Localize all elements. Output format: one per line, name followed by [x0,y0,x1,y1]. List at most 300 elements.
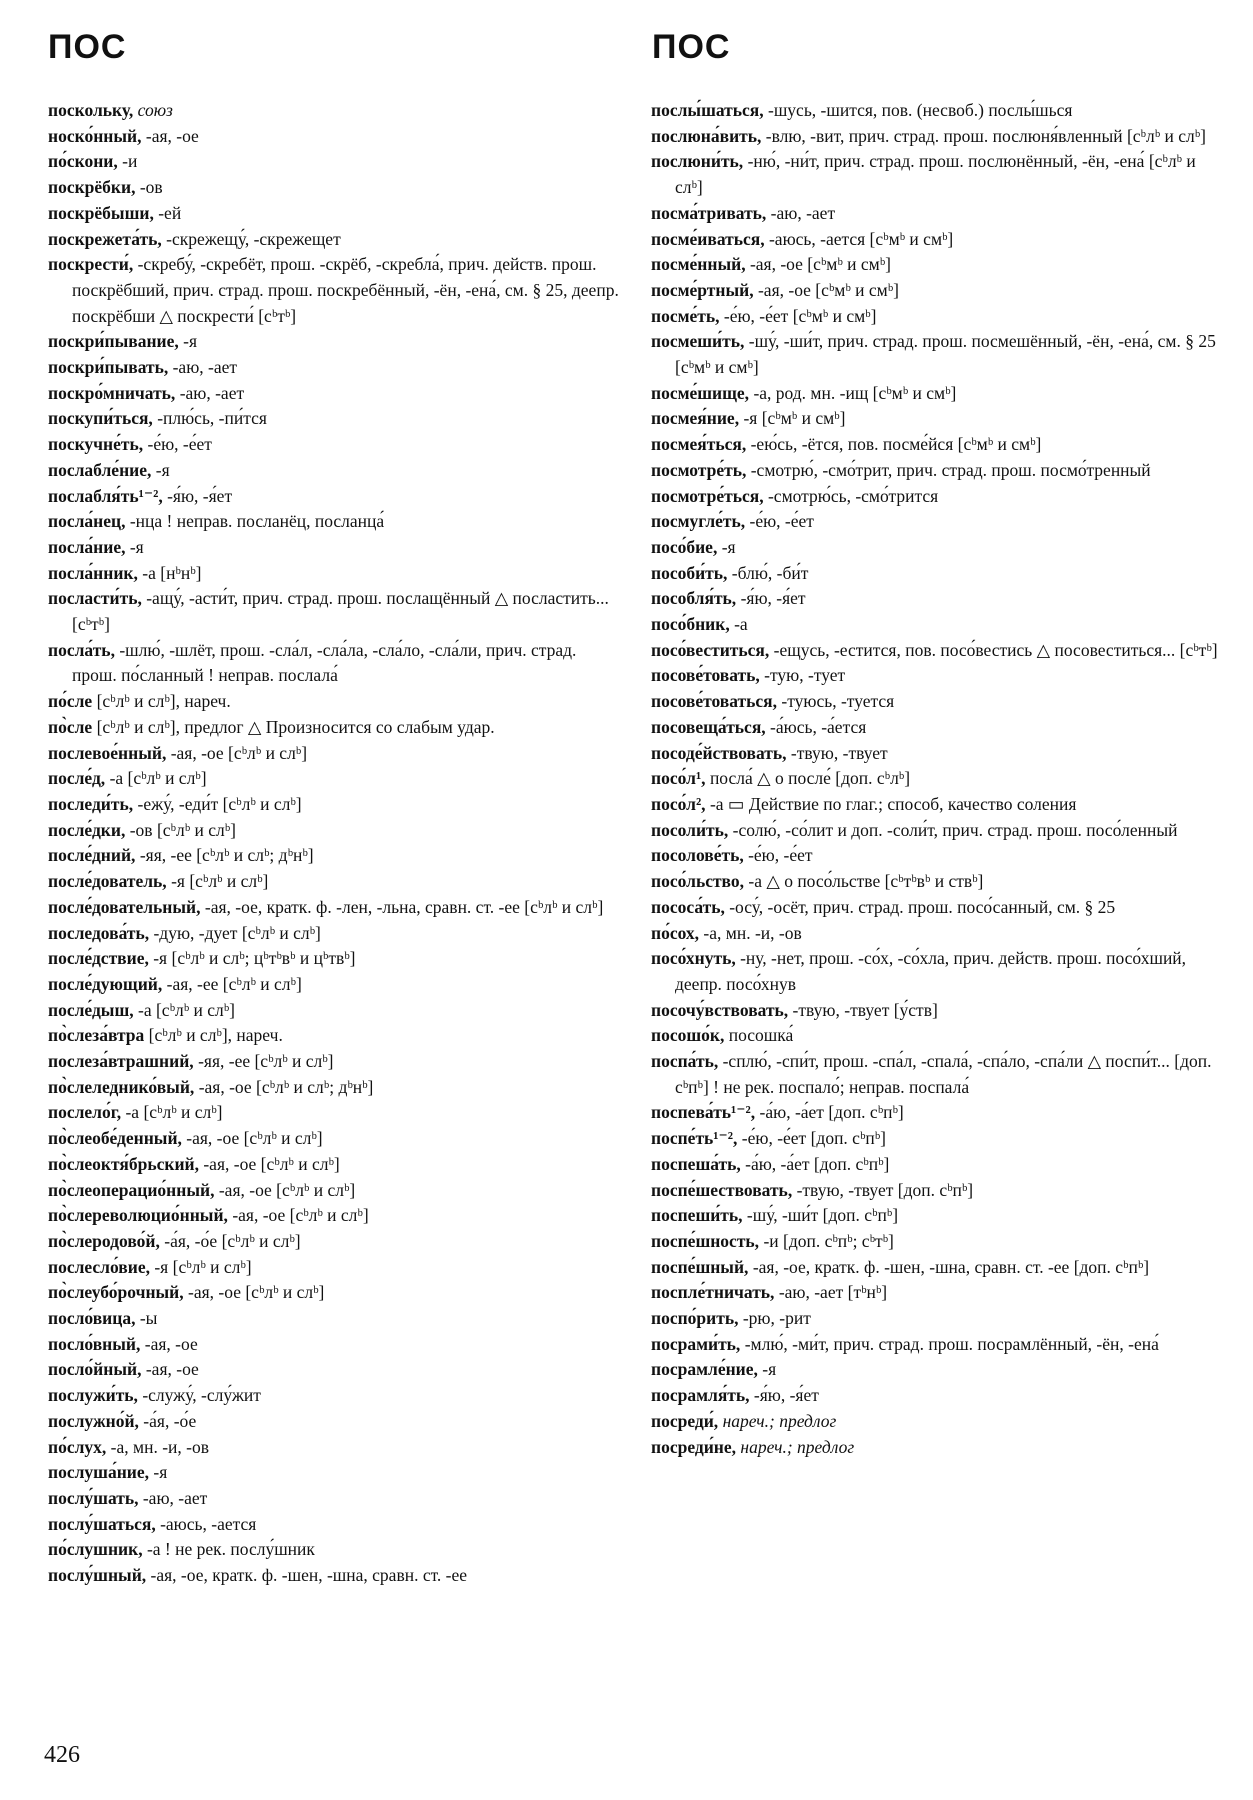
dictionary-entry [48,1306,620,1332]
entry-headword: по̀слеледнико́вый, [48,1076,195,1097]
entry-headword: посме́нный, [651,254,746,275]
dictionary-entry [651,1178,1223,1204]
entry-definition: -я [155,459,170,480]
entry-headword: послабля́ть¹⁻², [48,485,163,506]
entry-headword: посло́вный, [48,1333,141,1354]
entry-headword: посреди́, [651,1410,719,1431]
entry-headword: послу́шать, [48,1487,139,1508]
entry-headword: посо́хнуть, [651,948,736,969]
entry-definition: -плю́сь, -пи́тся [157,408,267,429]
entry-headword: по̀слеубо́рочный, [48,1282,184,1303]
entry-headword: послесло́вие, [48,1256,150,1277]
entry-definition: -е́ю, -е́ет [сᵇмᵇ и смᵇ] [723,305,877,326]
entry-definition: -а ▭ Действие по глаг.; способ, качество соления [709,793,1077,814]
entry-headword: поспе́ть¹⁻², [651,1128,738,1149]
dictionary-entry [48,921,620,947]
dictionary-entry [48,1383,620,1409]
entry-definition: -я [129,536,144,557]
dictionary-entry [48,1280,620,1306]
dictionary-entry [651,1409,1223,1435]
entry-headword: после́дыш, [48,999,134,1020]
entry-headword: посма́тривать, [651,202,767,223]
dictionary-entry [651,818,1223,844]
entry-headword: посо́бник, [651,614,730,635]
dictionary-entry [651,1383,1223,1409]
dictionary-entry [651,304,1223,330]
entry-headword: послело́г, [48,1102,122,1123]
dictionary-entry [651,663,1223,689]
dictionary-entry [48,355,620,381]
dictionary-entry [48,1152,620,1178]
dictionary-entry [48,484,620,510]
dictionary-entry [48,329,620,355]
entry-headword: поспо́рить, [651,1308,739,1329]
entry-definition: -аю, -ает [172,357,238,378]
entry-headword: посрами́ть, [651,1333,741,1354]
entry-headword: по́слух, [48,1436,107,1457]
dictionary-entry [651,1126,1223,1152]
entry-definition: [сᵇлᵇ и слᵇ], нареч. [148,1025,283,1046]
entry-definition: -я [сᵇлᵇ и слᵇ] [154,1256,252,1277]
entry-definition: -аю, -ает [тᵇнᵇ] [778,1282,888,1303]
running-header-right: ПОС [652,28,731,66]
entry-headword: после́довательный, [48,896,201,917]
entry-definition: -ов [139,177,163,198]
dictionary-entry [48,98,620,124]
entry-definition: -скребу́, -скребёт, прош. -скрёб, -скребла́, прич. действ. прош. поскрёбший, прич. страд. прош. поскребённый, -ён, -ена́, см. § 25, деепр. поскрёбши △ поскрести́ [сᵇтᵇ] [72,254,619,326]
entry-headword: поспе́шность, [651,1230,760,1251]
entry-definition: -туюсь, -туется [781,691,895,712]
dictionary-entry [48,381,620,407]
dictionary-entry [48,843,620,869]
entry-headword: пособля́ть, [651,588,737,609]
entry-definition: -осу́, -осёт, прич. страд. прош. посо́санный, см. § 25 [729,896,1116,917]
entry-definition: -а [сᵇлᵇ и слᵇ] [109,768,207,789]
dictionary-entry [48,972,620,998]
entry-headword: посмея́ться, [651,434,747,455]
entry-headword: послюна́вить, [651,125,762,146]
left-column [48,98,620,1589]
entry-definition: -шу́, -ши́т [доп. сᵇпᵇ] [746,1205,899,1226]
entry-definition: -ая, -ое, кратк. ф. -лен, -льна, сравн. ст. -ее [сᵇлᵇ и слᵇ] [204,896,604,917]
dictionary-entry [48,1512,620,1538]
entry-headword: посла́ть, [48,639,115,660]
dictionary-entry [651,586,1223,612]
entry-headword: после́дки, [48,819,126,840]
dictionary-entry [48,1409,620,1435]
dictionary-entry [651,1435,1223,1461]
dictionary-entry [651,1023,1223,1049]
entry-headword: посо́л², [651,793,706,814]
entry-definition: -рю, -рит [742,1308,811,1329]
entry-definition: [сᵇлᵇ и слᵇ], нареч. [96,691,231,712]
entry-definition: -смотрю́сь, -смо́трится [767,485,939,506]
entry-headword: послужно́й, [48,1410,139,1431]
dictionary-entry [651,561,1223,587]
entry-definition: -ая, -ое [сᵇмᵇ и смᵇ] [757,279,900,300]
entry-definition: -ов [сᵇлᵇ и слᵇ] [129,819,236,840]
entry-definition: -ая, -ое [сᵇлᵇ и слᵇ] [188,1282,325,1303]
entry-definition: -сплю́, -спи́т, прош. -спа́л, -спала́, -спа́ло, -спа́ли △ поспи́т... [доп. сᵇпᵇ] ! не рек. поспало́; неправ. поспала́ [675,1051,1212,1097]
dictionary-entry [651,252,1223,278]
entry-headword: посмугле́ть, [651,511,746,532]
entry-definition: -яя, -ее [сᵇлᵇ и слᵇ] [198,1051,334,1072]
dictionary-entry [48,741,620,767]
entry-headword: поспе́шествовать, [651,1179,793,1200]
entry-headword: поспева́ть¹⁻², [651,1102,756,1123]
dictionary-entry [651,715,1223,741]
entry-definition: -я́ю, -я́ет [167,485,233,506]
entry-definition: -нца ! неправ. посланёц, посланца́ [129,511,385,532]
entry-definition: -твую, -твует [у́ств] [792,999,938,1020]
entry-definition: -я [762,1359,777,1380]
entry-headword: по̀слеоперацио́нный, [48,1179,215,1200]
entry-headword: послу́шаться, [48,1513,156,1534]
entry-definition: -я [183,331,198,352]
dictionary-entry [48,998,620,1024]
entry-headword: поскольку, [48,100,134,120]
dictionary-entry [48,792,620,818]
dictionary-entry [651,895,1223,921]
dictionary-entry [651,535,1223,561]
dictionary-entry [48,689,620,715]
entry-definition: нареч.; предлог [722,1410,837,1431]
dictionary-entry [651,227,1223,253]
dictionary-entry [48,175,620,201]
entry-definition: -влю, -вит, прич. страд. прош. послюня́вленный [сᵇлᵇ и слᵇ] [765,125,1206,146]
entry-headword: посло́йный, [48,1359,142,1380]
entry-headword: по̀сле [48,716,93,737]
entry-headword: посове́товаться, [651,691,778,712]
entry-headword: посо́льство, [651,871,745,892]
entry-headword: по̀слереволюцио́нный, [48,1205,228,1226]
entry-headword: по́сох, [651,922,700,943]
entry-headword: после́д, [48,768,106,789]
entry-definition: -а △ о посо́льстве [сᵇтᵇвᵇ и ствᵇ] [748,871,984,892]
entry-definition: посла́ △ о после́ [доп. сᵇлᵇ] [709,768,911,789]
dictionary-entry [651,612,1223,638]
entry-definition: -а́юсь, -а́ется [770,716,867,737]
entry-headword: поспеши́ть, [651,1205,743,1226]
dictionary-entry [48,1435,620,1461]
dictionary-entry [48,432,620,458]
entry-definition: -я́ю, -я́ет [753,1385,819,1406]
entry-definition: -твую, -твует [доп. сᵇпᵇ] [796,1179,974,1200]
entry-definition: -дую, -дует [сᵇлᵇ и слᵇ] [153,922,321,943]
entry-definition: -аюсь, -ается [160,1513,257,1534]
dictionary-entry [651,1357,1223,1383]
dictionary-entry [48,1460,620,1486]
dictionary-entry [48,1049,620,1075]
entry-definition: -и [122,151,138,172]
entry-definition: союз [137,100,173,120]
dictionary-entry [651,509,1223,535]
entry-definition: -служу́, -слу́жит [142,1385,261,1406]
entry-definition: -а́ю, -а́ет [доп. сᵇпᵇ] [759,1102,904,1123]
entry-headword: посла́нец, [48,511,126,532]
entry-headword: поскри́пывание, [48,331,179,352]
entry-definition: -а́я, -о́е [сᵇлᵇ и слᵇ] [164,1230,301,1251]
entry-headword: посла́ние, [48,536,126,557]
entry-definition: -я [153,1462,168,1483]
dictionary-entry [651,406,1223,432]
dictionary-entry [48,1126,620,1152]
dictionary-entry [48,715,620,741]
entry-headword: посме́ть, [651,305,720,326]
entry-headword: посло́вица, [48,1308,136,1329]
entry-headword: посме́шище, [651,382,750,403]
entry-headword: поспле́тничать, [651,1282,775,1303]
entry-headword: по̀слеобе́денный, [48,1128,182,1149]
entry-definition: посошка́ [728,1025,794,1046]
dictionary-entry [48,1075,620,1101]
dictionary-entry [651,149,1223,200]
entry-headword: поскупи́ться, [48,408,153,429]
entry-headword: поскрести́, [48,254,134,275]
dictionary-entry [48,766,620,792]
entry-headword: после́дователь, [48,871,167,892]
dictionary-entry [48,509,620,535]
dictionary-entry [48,124,620,150]
entry-headword: посрамля́ть, [651,1385,750,1406]
dictionary-entry [48,1537,620,1563]
dictionary-entry [651,638,1223,664]
right-column [651,98,1223,1460]
entry-definition: -а [сᵇлᵇ и слᵇ] [125,1102,223,1123]
entry-definition: -аю, -ает [770,202,836,223]
dictionary-entry [48,586,620,637]
entry-definition: нареч.; предлог [740,1436,855,1457]
entry-headword: носко́нный, [48,125,142,146]
entry-definition: -солю́, -со́лит и доп. -соли́т, прич. страд. прош. посо́ленный [732,819,1178,840]
entry-definition: -ая, -ое [сᵇлᵇ и слᵇ; дᵇнᵇ] [198,1076,374,1097]
dictionary-entry [48,1255,620,1281]
dictionary-entry [651,998,1223,1024]
entry-headword: посреди́не, [651,1436,737,1457]
dictionary-entry [48,895,620,921]
entry-definition: -а́я, -о́е [143,1410,197,1431]
dictionary-entry [48,1332,620,1358]
entry-definition: -ащу́, -асти́т, прич. страд. прош. послащённый △ посластить... [сᵇтᵇ] [72,588,609,635]
entry-definition: -твую, -твует [790,742,888,763]
entry-definition: -ая, -ое [145,1359,199,1380]
entry-headword: поскучне́ть, [48,434,144,455]
entry-definition: -тую, -тует [764,665,846,686]
entry-headword: по́сле [48,691,93,712]
dictionary-entry [48,638,620,689]
dictionary-entry [651,843,1223,869]
entry-headword: поскрежета́ть, [48,228,162,249]
entry-headword: послы́шаться, [651,100,764,120]
entry-definition: -и [доп. сᵇпᵇ; сᵇтᵇ] [763,1230,894,1251]
entry-headword: поскри́пывать, [48,357,169,378]
dictionary-entry [651,792,1223,818]
entry-definition: -ая, -ое [сᵇлᵇ и слᵇ] [170,742,308,763]
entry-definition: -а [нᵇнᵇ] [142,562,202,583]
entry-definition: -шусь, -шится, пов. (несвоб.) послы́шься [768,100,1073,120]
entry-definition: -ая, -ое [сᵇлᵇ и слᵇ] [232,1205,369,1226]
entry-headword: поскрёбыши, [48,202,154,223]
dictionary-entry [48,1203,620,1229]
dictionary-entry [48,458,620,484]
entry-definition: -е́ю, -е́ет [147,434,212,455]
entry-definition: -ну, -нет, прош. -со́х, -со́хла, прич. действ. прош. посо́хший, деепр. посо́хнув [675,948,1187,994]
dictionary-entry [48,149,620,175]
entry-headword: посласти́ть, [48,588,142,609]
dictionary-entry [48,1563,620,1589]
dictionary-entry [651,1100,1223,1126]
dictionary-entry [48,946,620,972]
entry-definition: -е́ю, -е́ет [доп. сᵇпᵇ] [741,1128,886,1149]
dictionary-entry [651,741,1223,767]
entry-headword: по́скони, [48,151,118,172]
entry-definition: -ая, -ое [145,125,199,146]
entry-headword: после́дующий, [48,973,163,994]
dictionary-entry [48,252,620,329]
entry-definition: -млю́, -ми́т, прич. страд. прош. посрамлённый, -ён, -ена́ [744,1333,1159,1354]
entry-definition: -аю, -ает [142,1487,208,1508]
dictionary-entry [651,1229,1223,1255]
dictionary-entry [651,1306,1223,1332]
entry-headword: посмеши́ть, [651,331,745,352]
entry-headword: посме́иваться, [651,228,765,249]
entry-definition: -а, мн. -и, -ов [703,922,802,943]
dictionary-entry [651,201,1223,227]
entry-headword: поскрёбки, [48,177,136,198]
dictionary-entry [651,98,1223,124]
entry-headword: пососа́ть, [651,896,725,917]
entry-definition: -а́ю, -а́ет [доп. сᵇпᵇ] [745,1153,890,1174]
entry-headword: послуша́ние, [48,1462,150,1483]
entry-definition: [сᵇлᵇ и слᵇ], предлог △ Произносится со слабым удар. [96,716,495,737]
entry-headword: по̀слеродово́й, [48,1230,160,1251]
entry-headword: послевое́нный, [48,742,167,763]
dictionary-entry [651,1332,1223,1358]
entry-headword: посрамле́ние, [651,1359,758,1380]
entry-definition: -а, мн. -и, -ов [110,1436,209,1457]
dictionary-entry [651,946,1223,997]
entry-definition: -яя, -ее [сᵇлᵇ и слᵇ; дᵇнᵇ] [139,845,314,866]
page-number: 426 [44,1742,80,1768]
entry-definition: -аюсь, -ается [сᵇмᵇ и смᵇ] [768,228,954,249]
entry-definition: -аю, -ает [179,382,245,403]
entry-definition: -ая, -ое, кратк. ф. -шен, -шна, сравн. ст. -ее [доп. сᵇпᵇ] [752,1256,1150,1277]
entry-headword: посолове́ть, [651,845,744,866]
dictionary-entry [48,1229,620,1255]
dictionary-entry [48,201,620,227]
dictionary-entry [651,484,1223,510]
entry-definition: -я [сᵇлᵇ и слᵇ; цᵇтᵇвᵇ и цᵇтвᵇ] [153,948,356,969]
dictionary-entry [48,1486,620,1512]
entry-headword: посо́л¹, [651,768,706,789]
entry-headword: посочу́вствовать, [651,999,789,1020]
dictionary-entry [651,458,1223,484]
entry-definition: -ая, -ое [сᵇлᵇ и слᵇ] [186,1128,323,1149]
entry-headword: посла́нник, [48,562,138,583]
entry-headword: посмея́ние, [651,408,740,429]
entry-headword: поскро́мничать, [48,382,176,403]
entry-definition: -а [734,614,748,635]
dictionary-entry [48,406,620,432]
entry-definition: -блю́, -би́т [731,562,809,583]
entry-headword: посме́ртный, [651,279,754,300]
dictionary-entry [651,869,1223,895]
entry-headword: по̀слеза́втра [48,1025,145,1046]
entry-definition: -ей [158,202,182,223]
entry-definition: -я [сᵇлᵇ и слᵇ] [171,871,269,892]
entry-headword: по́слушник, [48,1539,143,1560]
entry-headword: посошо́к, [651,1025,725,1046]
entry-definition: -я [сᵇмᵇ и смᵇ] [743,408,846,429]
entry-definition: -ая, -ое, кратк. ф. -шен, -шна, сравн. ст. -ее [150,1565,468,1586]
dictionary-entry [48,227,620,253]
entry-definition: -е́ю, -е́ет [748,845,813,866]
dictionary-entry [48,1023,620,1049]
dictionary-entry [48,1357,620,1383]
dictionary-entry [651,689,1223,715]
entry-headword: пособи́ть, [651,562,728,583]
entry-definition: -ая, -ое [сᵇлᵇ и слᵇ] [218,1179,356,1200]
entry-headword: последи́ть, [48,793,134,814]
entry-definition: -а, род. мн. -ищ [сᵇмᵇ и смᵇ] [753,382,957,403]
entry-headword: посоли́ть, [651,819,729,840]
dictionary-entry [651,278,1223,304]
entry-headword: последова́ть, [48,922,150,943]
dictionary-entry [48,818,620,844]
dictionary-entry [48,1100,620,1126]
entry-headword: после́дствие, [48,948,149,969]
dictionary-entry [651,1203,1223,1229]
entry-definition: -шлю́, -шлёт, прош. -сла́л, -сла́ла, -сла́ло, -сла́ли, прич. страд. прош. по́сланный ! неправ. послала́ [72,639,577,686]
entry-definition: -я [721,536,736,557]
entry-definition: -ню́, -ни́т, прич. страд. прош. послюнённый, -ён, -ена́ [сᵇлᵇ и слᵇ] [675,151,1196,198]
dictionary-entry [651,1049,1223,1100]
dictionary-entry [651,432,1223,458]
entry-headword: поспе́шный, [651,1256,749,1277]
entry-definition: -ая, -ое [144,1333,198,1354]
entry-headword: послабле́ние, [48,459,152,480]
entry-headword: посовеща́ться, [651,716,766,737]
entry-headword: посмотре́ть, [651,459,747,480]
entry-headword: посоде́йствовать, [651,742,787,763]
entry-definition: -ещусь, -естится, пов. посо́вестись △ посовеститься... [сᵇтᵇ] [773,639,1218,660]
entry-definition: -ежу́, -еди́т [сᵇлᵇ и слᵇ] [137,793,302,814]
entry-definition: -ы [139,1308,158,1329]
dictionary-entry [651,381,1223,407]
dictionary-entry [48,561,620,587]
entry-headword: после́дний, [48,845,136,866]
entry-definition: -скрежещу́, -скрежещет [166,228,341,249]
dictionary-entry [48,869,620,895]
entry-definition: -смотрю́, -смо́трит, прич. страд. прош. посмо́тренный [750,459,1151,480]
entry-headword: по̀слеоктя́брьский, [48,1153,199,1174]
entry-definition: -ая, -ое [сᵇлᵇ и слᵇ] [203,1153,340,1174]
dictionary-entry [651,1280,1223,1306]
entry-definition: -а ! не рек. послу́шник [146,1539,315,1560]
dictionary-entry [48,1178,620,1204]
entry-headword: поспа́ть, [651,1051,719,1072]
entry-headword: послюни́ть, [651,151,744,172]
entry-definition: -ая, -ое [сᵇмᵇ и смᵇ] [749,254,891,275]
entry-headword: посове́товать, [651,665,760,686]
entry-headword: послужи́ть, [48,1385,138,1406]
running-header-left: ПОС [48,28,127,66]
entry-definition: -ая, -ее [сᵇлᵇ и слᵇ] [166,973,302,994]
entry-headword: послу́шный, [48,1565,147,1586]
dictionary-entry [651,1255,1223,1281]
dictionary-entry [651,1152,1223,1178]
dictionary-entry [651,921,1223,947]
